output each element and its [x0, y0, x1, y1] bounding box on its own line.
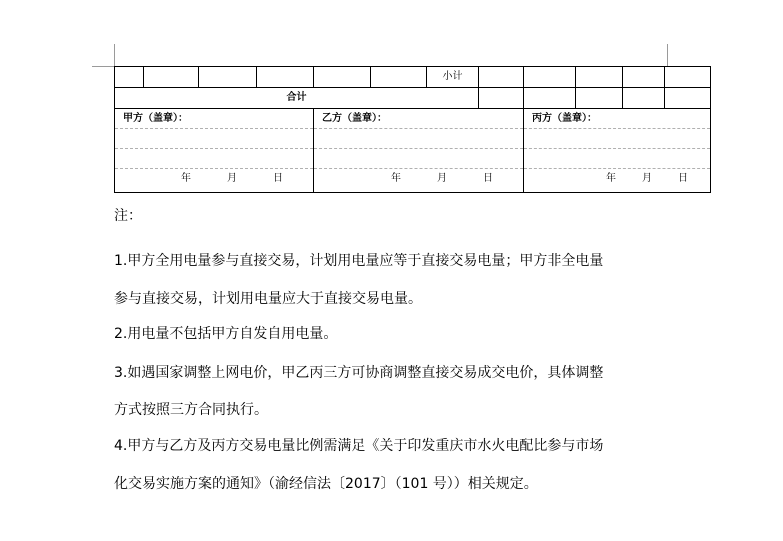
month-label: 月 [227, 173, 237, 184]
table-cell[interactable] [479, 88, 524, 109]
table-cell[interactable] [623, 67, 665, 88]
table-cell[interactable] [665, 67, 711, 88]
signature-blank [115, 129, 313, 149]
party-a-signature-block[interactable] [115, 109, 314, 193]
year-label: 年 [181, 173, 191, 184]
note-line: 4.甲方与乙方及丙方交易电量比例需满足《关于印发重庆市水火电配比参与市场 [114, 438, 604, 454]
note-line: 参与直接交易，计划用电量应大于直接交易电量。 [114, 291, 422, 307]
signature-row [115, 109, 711, 193]
table-cell[interactable] [524, 67, 576, 88]
year-label: 年 [391, 173, 401, 184]
table-cell[interactable] [314, 67, 371, 88]
table-cell[interactable] [524, 88, 576, 109]
note-line: 1.甲方全用电量参与直接交易，计划用电量应等于直接交易电量；甲方非全电量 [114, 253, 604, 269]
party-b-date [314, 169, 523, 189]
signature-blank [524, 129, 710, 149]
signature-blank [115, 149, 313, 169]
party-a-label: 甲方（盖章）： [115, 109, 313, 129]
table-cell[interactable] [665, 88, 711, 109]
note-line: 方式按照三方合同执行。 [114, 402, 268, 418]
table-cell[interactable] [115, 67, 144, 88]
party-a-date [115, 169, 313, 189]
total-label: 合计 [115, 88, 479, 109]
day-label: 日 [273, 173, 283, 184]
note-line: 化交易实施方案的通知》（渝经信法〔2017〕（101 号））相关规定。 [114, 476, 538, 492]
note-line: 2.用电量不包括甲方自发自用电量。 [114, 326, 338, 342]
signature-blank [314, 149, 523, 169]
table-cell[interactable] [576, 67, 623, 88]
party-c-label: 丙方（盖章）： [524, 109, 710, 129]
table-cell[interactable] [479, 67, 524, 88]
party-b-label: 乙方（盖章）： [314, 109, 523, 129]
margin-mark-right-vertical [667, 44, 668, 66]
table-cell[interactable] [144, 67, 199, 88]
month-label: 月 [642, 173, 652, 184]
month-label: 月 [437, 173, 447, 184]
day-label: 日 [678, 173, 688, 184]
table-cell[interactable] [371, 67, 427, 88]
table-cell[interactable] [623, 88, 665, 109]
subtotal-row [115, 67, 711, 88]
signature-blank [524, 149, 710, 169]
note-line: 3.如遇国家调整上网电价，甲乙丙三方可协商调整直接交易成交电价，具体调整 [114, 365, 604, 381]
notes-heading: 注： [114, 208, 142, 224]
table-cell[interactable] [576, 88, 623, 109]
day-label: 日 [483, 173, 493, 184]
margin-mark-left-horizontal [92, 66, 114, 67]
year-label: 年 [606, 173, 616, 184]
table-cell[interactable] [257, 67, 314, 88]
table-cell[interactable] [199, 67, 257, 88]
transaction-table [114, 66, 711, 193]
subtotal-label: 小计 [427, 67, 479, 88]
total-row [115, 88, 711, 109]
party-c-signature-block[interactable] [524, 109, 711, 193]
party-c-date [524, 169, 710, 189]
party-b-signature-block[interactable] [314, 109, 524, 193]
margin-mark-left-vertical [114, 44, 115, 66]
signature-blank [314, 129, 523, 149]
